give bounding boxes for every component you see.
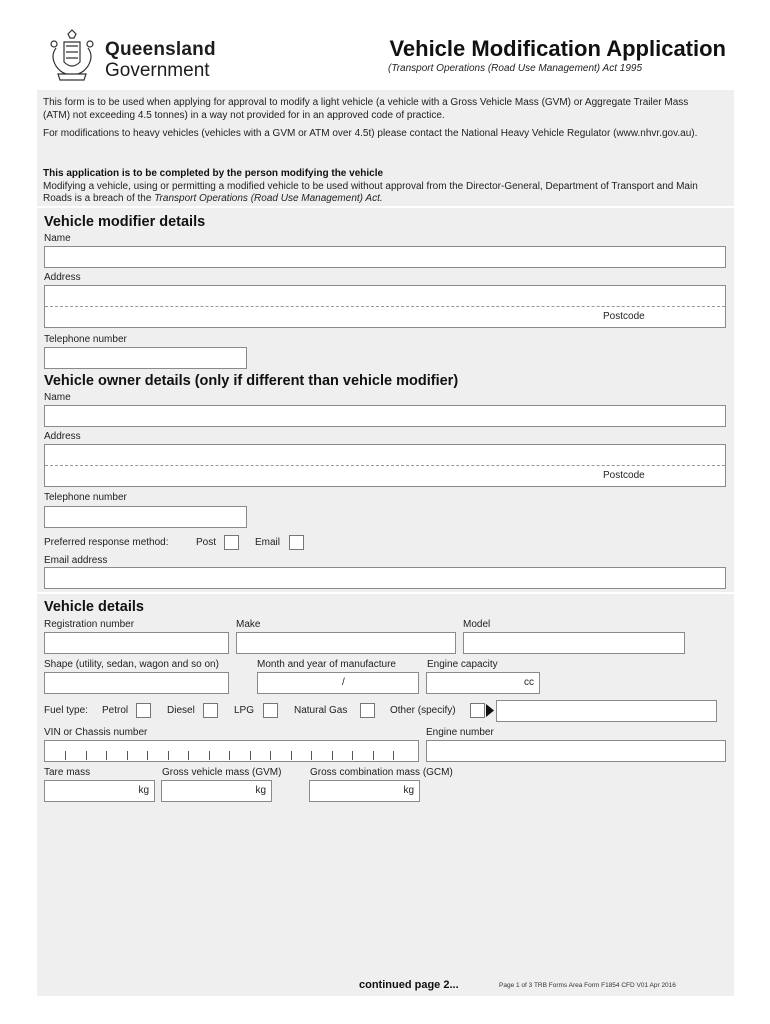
fuel-diesel-label: Diesel bbox=[167, 705, 195, 716]
month-year-label: Month and year of manufacture bbox=[257, 659, 396, 670]
logo-government: Government bbox=[105, 60, 210, 81]
engine-number-label: Engine number bbox=[426, 727, 494, 738]
post-checkbox[interactable] bbox=[224, 535, 239, 550]
gvm-label: Gross vehicle mass (GVM) bbox=[162, 767, 282, 778]
rego-label: Registration number bbox=[44, 619, 135, 630]
gcm-unit: kg bbox=[403, 785, 414, 796]
owner-email-label: Email address bbox=[44, 555, 108, 566]
arrow-right-icon bbox=[485, 703, 495, 718]
vin-label: VIN or Chassis number bbox=[44, 727, 148, 738]
page-info: Page 1 of 3 TRB Forms Area Form F1854 CFD V01 Apr 2016 bbox=[499, 982, 676, 989]
modifier-name-label: Name bbox=[44, 233, 71, 244]
make-label: Make bbox=[236, 619, 261, 630]
engine-capacity-unit: cc bbox=[524, 677, 534, 688]
fuel-petrol-label: Petrol bbox=[102, 705, 129, 716]
owner-phone-input[interactable] bbox=[44, 506, 247, 528]
fuel-other-checkbox[interactable] bbox=[470, 703, 485, 718]
modifier-postcode-label: Postcode bbox=[603, 311, 645, 322]
continued-note: continued page 2... bbox=[359, 979, 459, 991]
page-header bbox=[37, 25, 734, 87]
vin-input[interactable] bbox=[44, 740, 419, 762]
gcm-input[interactable] bbox=[309, 780, 420, 802]
modifier-phone-label: Telephone number bbox=[44, 334, 127, 345]
engine-capacity-input[interactable] bbox=[426, 672, 540, 694]
modifier-heading: Vehicle modifier details bbox=[44, 214, 206, 230]
intro-paragraph-3 bbox=[43, 168, 723, 206]
modifier-address-label: Address bbox=[44, 272, 81, 283]
page-subtitle: (Transport Operations (Road Use Management) Act 1995 bbox=[388, 63, 643, 74]
address-divider bbox=[45, 465, 725, 466]
gcm-label: Gross combination mass (GCM) bbox=[310, 767, 453, 778]
fuel-natural-gas-label: Natural Gas bbox=[294, 705, 348, 716]
intro-paragraph-1: This form is to be used when applying for approval to modify a light vehicle (a vehicle with a Gross Vehicle Mass (GVM) or Aggregate Trailer Mass (ATM) not exceeding 4.5 tonnes) in a way not provided for in an approved code of practice. bbox=[43, 97, 689, 121]
modifier-name-input[interactable] bbox=[44, 246, 726, 268]
owner-email-input[interactable] bbox=[44, 567, 726, 589]
page-title: Vehicle Modification Application bbox=[389, 36, 726, 61]
intro-notice-act: Transport Operations (Road Use Management) Act. bbox=[154, 193, 383, 204]
fuel-lpg-label: LPG bbox=[234, 705, 255, 716]
tare-mass-input[interactable] bbox=[44, 780, 155, 802]
fuel-other-label: Other (specify) bbox=[390, 705, 456, 716]
make-input[interactable] bbox=[236, 632, 456, 654]
owner-phone-label: Telephone number bbox=[44, 492, 127, 503]
gvm-input[interactable] bbox=[161, 780, 272, 802]
tare-mass-unit: kg bbox=[138, 785, 149, 796]
modifier-phone-input[interactable] bbox=[44, 347, 247, 369]
intro-notice-heading: This application is to be completed by the person modifying the vehicle bbox=[43, 168, 384, 179]
engine-number-input[interactable] bbox=[426, 740, 726, 762]
fuel-type-label: Fuel type: bbox=[44, 705, 88, 716]
model-label: Model bbox=[463, 619, 491, 630]
engine-capacity-label: Engine capacity bbox=[427, 659, 498, 670]
month-year-separator: / bbox=[342, 677, 345, 688]
response-method-label: Preferred response method: bbox=[44, 537, 169, 548]
intro-panel bbox=[37, 90, 734, 206]
fuel-lpg-checkbox[interactable] bbox=[263, 703, 278, 718]
fuel-diesel-checkbox[interactable] bbox=[203, 703, 218, 718]
owner-address-input[interactable] bbox=[44, 444, 726, 487]
intro-notice-text: Modifying a vehicle, using or permitting a modified vehicle to be used without approval from the Director-General, Department of Transport and Main Roads is a breach of the bbox=[43, 180, 698, 204]
model-input[interactable] bbox=[463, 632, 685, 654]
fuel-other-specify-input[interactable] bbox=[496, 700, 717, 722]
intro-paragraph-2: For modifications to heavy vehicles (vehicles with a GVM or ATM over 4.5t) please contact the National Heavy Vehicle Regulator (www.nhvr.gov.au). bbox=[43, 128, 698, 139]
shape-input[interactable] bbox=[44, 672, 229, 694]
shape-label: Shape (utility, sedan, wagon and so on) bbox=[44, 659, 219, 670]
owner-postcode-label: Postcode bbox=[603, 470, 645, 481]
month-year-input[interactable] bbox=[257, 672, 419, 694]
owner-name-input[interactable] bbox=[44, 405, 726, 427]
owner-name-label: Name bbox=[44, 392, 71, 403]
fuel-natural-gas-checkbox[interactable] bbox=[360, 703, 375, 718]
post-option-label: Post bbox=[196, 537, 217, 548]
owner-address-label: Address bbox=[44, 431, 81, 442]
rego-input[interactable] bbox=[44, 632, 229, 654]
email-checkbox[interactable] bbox=[289, 535, 304, 550]
fuel-petrol-checkbox[interactable] bbox=[136, 703, 151, 718]
email-option-label: Email bbox=[255, 537, 281, 548]
queensland-crest-icon bbox=[44, 28, 100, 84]
address-divider bbox=[45, 306, 725, 307]
logo-queensland: Queensland bbox=[105, 39, 216, 60]
gvm-unit: kg bbox=[255, 785, 266, 796]
vehicle-heading: Vehicle details bbox=[44, 599, 144, 615]
tare-mass-label: Tare mass bbox=[44, 767, 91, 778]
modifier-address-input[interactable] bbox=[44, 285, 726, 328]
owner-heading: Vehicle owner details (only if different than vehicle modifier) bbox=[44, 373, 459, 389]
